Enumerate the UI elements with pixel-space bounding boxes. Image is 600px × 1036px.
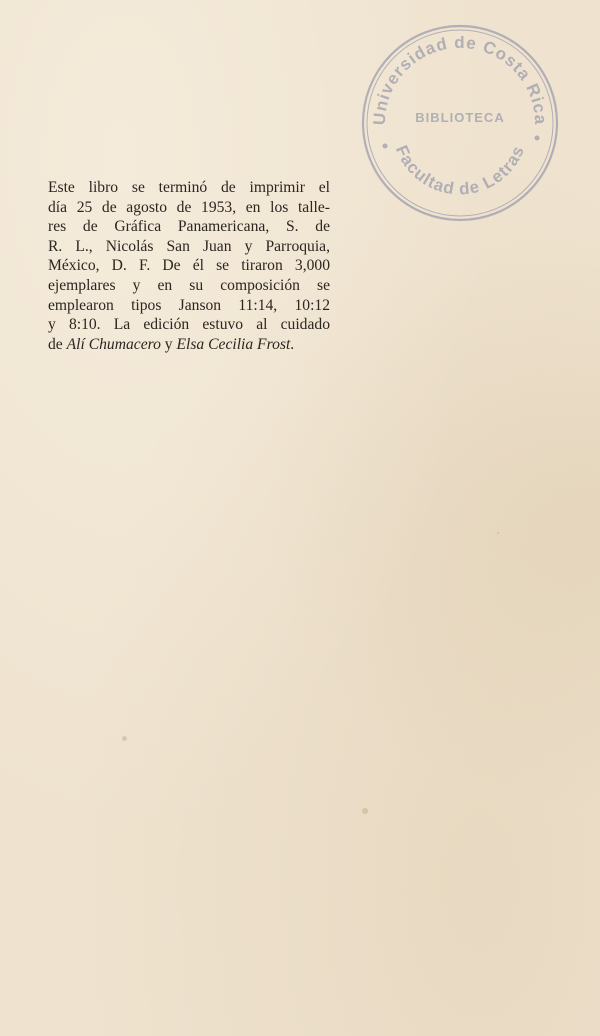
library-stamp bbox=[355, 18, 565, 228]
colophon-line: ejemplares y en su composición se bbox=[48, 276, 330, 294]
editor-name-1: Alí Chumacero bbox=[66, 335, 161, 353]
colophon-line: día 25 de agosto de 1953, en los talle- bbox=[48, 198, 330, 216]
stamp-center-text: BIBLIOTECA bbox=[415, 110, 505, 125]
colophon-text bbox=[48, 178, 330, 354]
colophon-line: res de Gráfica Panamericana, S. de bbox=[48, 218, 330, 236]
colophon-line: Este libro se terminó de imprimir el bbox=[48, 179, 330, 196]
paper-spot bbox=[122, 736, 127, 741]
stamp-seal bbox=[355, 18, 565, 228]
colophon-line: R. L., Nicolás San Juan y Parroquia, bbox=[48, 237, 330, 255]
stamp-dot-left bbox=[383, 144, 388, 149]
stamp-dot-right bbox=[535, 136, 540, 141]
paper-spot bbox=[497, 532, 499, 534]
colophon-line: México, D. F. De él se tiraron 3,000 bbox=[48, 257, 330, 275]
colophon-line: y 8:10. La edición estuvo al cuidado bbox=[48, 316, 330, 334]
editor-name-2: Elsa Cecilia Frost bbox=[176, 335, 291, 353]
colophon-last-line: de Alí Chumacero y Elsa Cecilia Frost. bbox=[48, 335, 295, 353]
stamp-top-text: Universidad de Costa Rica bbox=[369, 32, 551, 126]
colophon-line: emplearon tipos Janson 11:14, 10:12 bbox=[48, 296, 330, 314]
paper-spot bbox=[362, 808, 368, 814]
stamp-bottom-text: Facultad de Letras bbox=[391, 142, 529, 199]
